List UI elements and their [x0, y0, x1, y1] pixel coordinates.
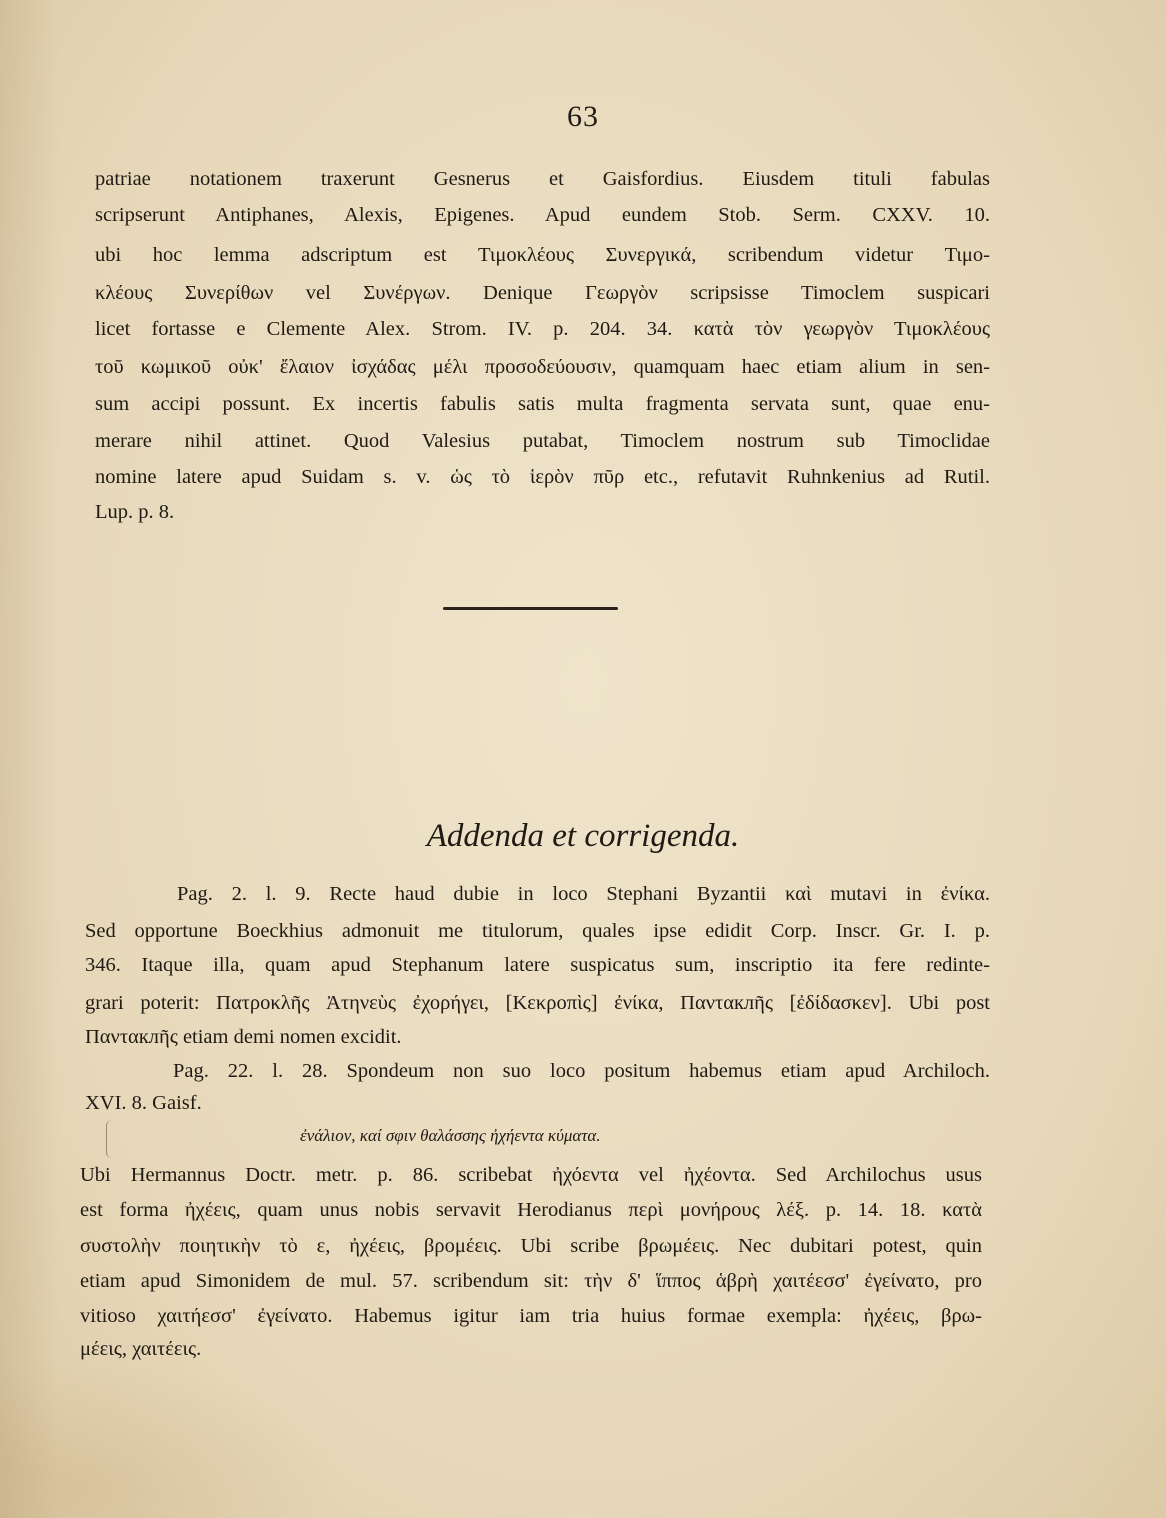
page-edge-shadow: [0, 0, 60, 1518]
text-line: μέεις, χαιτέεις.: [80, 1338, 202, 1360]
text-line: Sed opportune Boeckhius admonuit me titulorum, quales ipse edidit Corp. Inscr. Gr. I. p.: [85, 920, 990, 942]
text-line: nomine latere apud Suidam s. v. ὡς τὸ ἱερὸν πῦρ etc., refutavit Ruhnkenius ad Rutil.: [95, 466, 990, 488]
page-number: 63: [567, 100, 599, 133]
text-line: τοῦ κωμικοῦ οὐκ' ἔλαιον ἰσχάδας μέλι προσοδεύουσιν, quamquam haec etiam alium in sen-: [95, 356, 990, 378]
greek-verse: ἐνάλιον, καί σφιν θαλάσσης ἠχήεντα κύματα.: [300, 1126, 601, 1145]
text-line: vitioso χαιτήεσσ' ἐγείνατο. Habemus igitur iam tria huius formae exempla: ἠχέεις, βρω-: [80, 1305, 982, 1327]
text-line: συστολὴν ποιητικὴν τὸ ε, ἠχέεις, βρομέεις. Ubi scribe βρωμέεις. Nec dubitari potest, quin: [80, 1235, 982, 1257]
text-line: merare nihil attinet. Quod Valesius putabat, Timoclem nostrum sub Timoclidae: [95, 430, 990, 452]
section-heading: Addenda et corrigenda.: [426, 818, 740, 854]
text-line: sum accipi possunt. Ex incertis fabulis satis multa fragmenta servata sunt, quae enu-: [95, 393, 990, 415]
text-line: Lup. p. 8.: [95, 501, 175, 523]
section-divider: [443, 607, 618, 610]
text-line: Ubi Hermannus Doctr. metr. p. 86. scribebat ἠχόεντα vel ἠχέοντα. Sed Archilochus usus: [80, 1164, 982, 1186]
text-line: XVI. 8. Gaisf.: [85, 1092, 202, 1114]
text-line: etiam apud Simonidem de mul. 57. scribendum sit: τὴν δ' ἵππος ἁβρὴ χαιτέεσσ' ἐγείνατο, pro: [80, 1270, 982, 1292]
text-line: Pag. 22. l. 28. Spondeum non suo loco positum habemus etiam apud Archiloch.: [173, 1060, 990, 1082]
text-line: Πανταклῆς etiam demi nomen excidit.: [85, 1026, 402, 1048]
text-line: scripserunt Antiphanes, Alexis, Epigenes. Apud eundem Stob. Serm. CXXV. 10.: [95, 204, 990, 226]
text-line: grari poterit: Πατροκλῆς Ἀτηνεὺς ἐχορήγει, [Κεκροπὶς] ἐνίκα, Πανταклῆς [ἐδίδασκεν]. Ubi post: [85, 992, 990, 1014]
text-line: patriae notationem traxerunt Gesnerus et Gaisfordius. Eiusdem tituli fabulas: [95, 168, 990, 190]
margin-mark: [106, 1120, 117, 1158]
text-line: licet fortasse e Clemente Alex. Strom. IV. p. 204. 34. κατὰ τὸν γεωργὸν Τιμοκλέους: [95, 318, 990, 340]
text-line: Pag. 2. l. 9. Recte haud dubie in loco Stephani Byzantii καὶ mutavi in ἐνίκα.: [177, 883, 990, 905]
text-line: ubi hoc lemma adscriptum est Τιμοκλέους Συνεργικά, scribendum videtur Τιμο-: [95, 244, 990, 266]
text-line: κλέους Συνερίθων vel Συνέργων. Denique Γεωργὸν scripsisse Timoclem suspicari: [95, 282, 990, 304]
text-line: 346. Itaque illa, quam apud Stephanum latere suspicatus sum, inscriptio ita fere redinte-: [85, 954, 990, 976]
page-stain: [0, 1360, 340, 1518]
text-line: est forma ἠχέεις, quam unus nobis servavit Herodianus περὶ μονήρους λέξ. p. 14. 18. κατὰ: [80, 1199, 982, 1221]
